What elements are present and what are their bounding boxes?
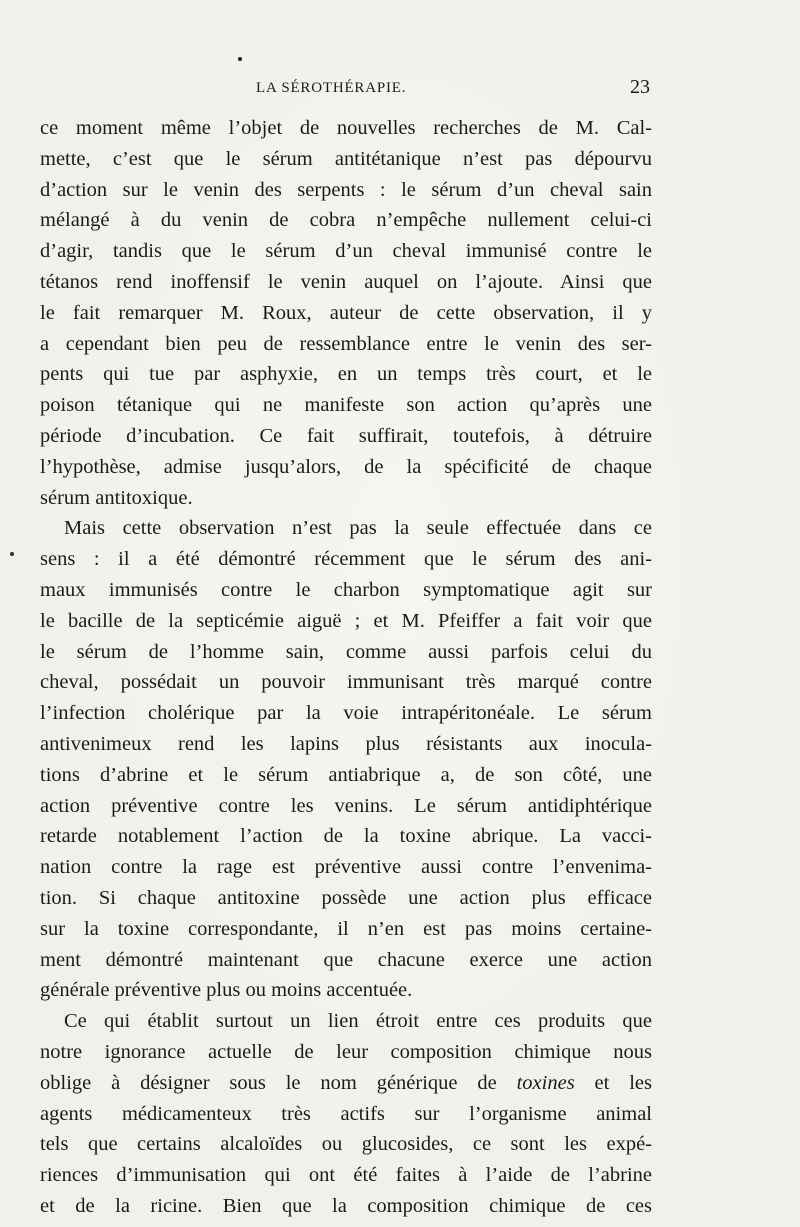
text-line: oblige à désigner sous le nom générique de toxines et les (40, 1071, 652, 1094)
text-line: le bacille de la septicémie aiguë ; et M. Pfeiffer a fait voir que (40, 609, 652, 632)
text-line: riences d’immunisation qui ont été faites à l’aide de l’abrine (40, 1164, 652, 1187)
text-line: notre ignorance actuelle de leur composition chimique nous (40, 1040, 652, 1063)
text-line: d’agir, tandis que le sérum d’un cheval immunisé contre le (40, 240, 652, 263)
text-line: mette, c’est que le sérum antitétanique n’est pas dépourvu (40, 147, 652, 170)
text-line: cheval, possédait un pouvoir immunisant très marqué contre (40, 671, 652, 694)
margin-mark (10, 552, 14, 556)
text-line: agents médicamenteux très actifs sur l’organisme animal (40, 1102, 652, 1125)
text-line: maux immunisés contre le charbon symptomatique agit sur (40, 578, 652, 601)
text-line: tétanos rend inoffensif le venin auquel on l’ajoute. Ainsi que (40, 270, 652, 293)
text-line: le fait remarquer M. Roux, auteur de cette observation, il y (40, 301, 652, 324)
text-line: action préventive contre les venins. Le sérum antidiphtérique (40, 794, 652, 817)
text-line: tels que certains alcaloïdes ou glucosides, ce sont les expé- (40, 1133, 652, 1156)
header-dot (238, 57, 242, 61)
text-line: l’hypothèse, admise jusqu’alors, de la spécificité de chaque (40, 455, 652, 478)
body-text (40, 113, 652, 1222)
text-line: sens : il a été démontré récemment que le sérum des ani- (40, 548, 652, 571)
text-line: le sérum de l’homme sain, comme aussi parfois celui du (40, 640, 652, 663)
text-line: antivenimeux rend les lapins plus résistants aux inocula- (40, 732, 652, 755)
text-line: générale préventive plus ou moins accentuée. (40, 979, 413, 1002)
text-line: mélangé à du venin de cobra n’empêche nullement celui-ci (40, 209, 652, 232)
page-header (40, 76, 650, 106)
text-line: Mais cette observation n’est pas la seule effectuée dans ce (64, 517, 652, 540)
text-line: sérum antitoxique. (40, 486, 193, 509)
running-title: LA SÉROTHÉRAPIE. (256, 80, 407, 96)
text-line: sur la toxine correspondante, il n’en est pas moins certaine- (40, 917, 652, 940)
text-line: d’action sur le venin des serpents : le sérum d’un cheval sain (40, 178, 652, 201)
text-line: a cependant bien peu de ressemblance entre le venin des ser- (40, 332, 652, 355)
text-line: pents qui tue par asphyxie, en un temps très court, et le (40, 363, 652, 386)
page-number: 23 (630, 76, 650, 98)
text-line: et de la ricine. Bien que la composition chimique de ces (40, 1194, 652, 1217)
text-line: tion. Si chaque antitoxine possède une action plus efficace (40, 886, 652, 909)
text-line: poison tétanique qui ne manifeste son action qu’après une (40, 394, 652, 417)
text-line: ment démontré maintenant que chacune exerce une action (40, 948, 652, 971)
text-line: tions d’abrine et le sérum antiabrique a, de son côté, une (40, 763, 652, 786)
text-line: retarde notablement l’action de la toxine abrique. La vacci- (40, 825, 652, 848)
text-line: période d’incubation. Ce fait suffirait, toutefois, à détruire (40, 424, 652, 447)
text-line: l’infection cholérique par la voie intrapéritonéale. Le sérum (40, 702, 652, 725)
text-line: Ce qui établit surtout un lien étroit entre ces produits que (64, 1010, 652, 1033)
text-line: ce moment même l’objet de nouvelles recherches de M. Cal- (40, 117, 652, 139)
text-line: nation contre la rage est préventive aussi contre l’envenima- (40, 856, 652, 879)
